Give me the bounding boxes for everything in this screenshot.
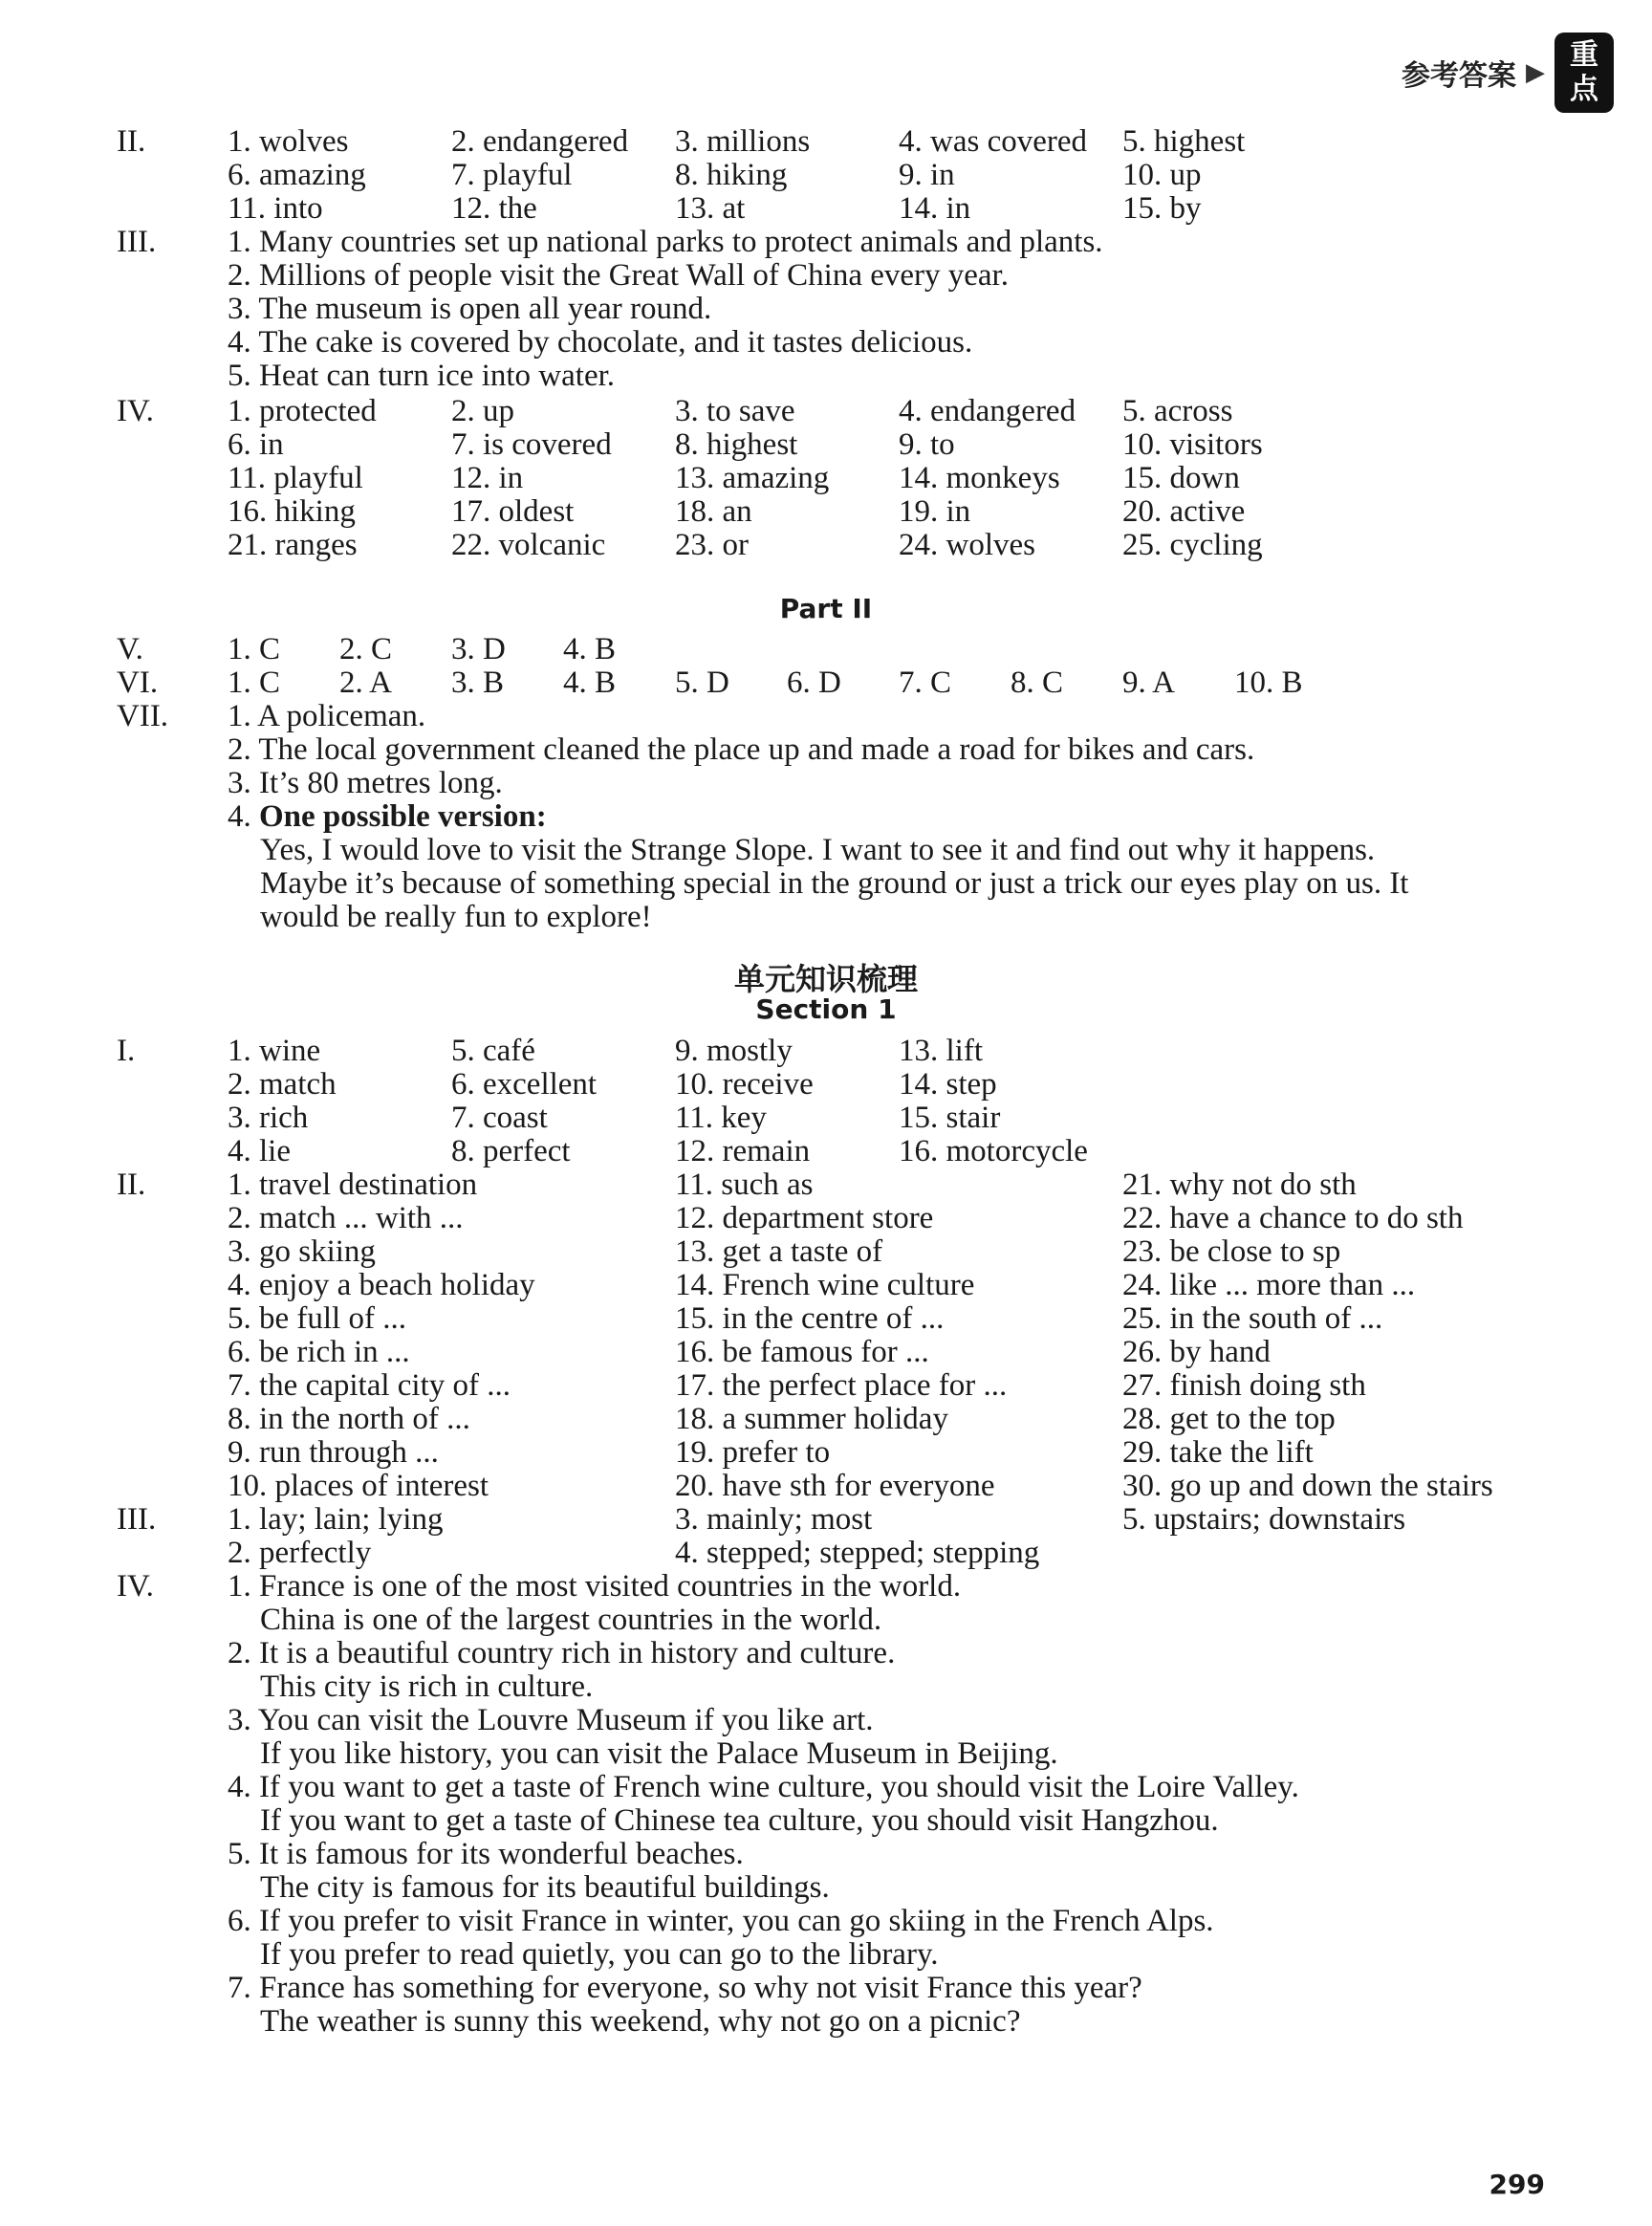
part1-II-cell: 9. in — [899, 158, 955, 192]
phrase-item: 28. get to the top — [1122, 1402, 1336, 1436]
phrase-item: 10. places of interest — [228, 1469, 489, 1503]
knowledge-heading: 单元知识梳理 — [733, 961, 918, 997]
phrase-item: 4. enjoy a beach holiday — [228, 1268, 535, 1302]
example-sentence: If you like history, you can visit the Palace Museum in Beijing. — [260, 1736, 1058, 1771]
phrase-item: 14. French wine culture — [675, 1268, 975, 1302]
vocab-item: 9. mostly — [675, 1034, 793, 1068]
phrase-item: 26. by hand — [1122, 1335, 1271, 1369]
vocab-item: 2. match — [228, 1067, 337, 1102]
part1-IV-cell: 18. an — [675, 494, 752, 529]
choice-answer: 10. B — [1234, 666, 1303, 700]
part1-IV-cell: 6. in — [228, 427, 284, 462]
answer-sentence: 5. Heat can turn ice into water. — [228, 359, 616, 393]
part1-IV-cell: 23. or — [675, 528, 749, 562]
phrase-item: 16. be famous for ... — [675, 1335, 929, 1369]
phrase-item: 23. be close to sp — [1122, 1234, 1341, 1269]
phrase-item: 7. the capital city of ... — [228, 1368, 511, 1403]
choice-answer: 3. D — [451, 632, 506, 666]
section-label-IV: IV. — [117, 1569, 154, 1604]
part1-II-cell: 3. millions — [675, 124, 811, 159]
part1-IV-cell: 15. down — [1122, 461, 1240, 495]
phrase-item: 17. the perfect place for ... — [675, 1368, 1008, 1403]
part1-II-cell: 14. in — [899, 191, 971, 226]
phrase-item: 19. prefer to — [675, 1435, 831, 1470]
example-sentence: 7. France has something for everyone, so why not visit France this year? — [228, 1971, 1142, 2005]
vocab-item: 14. step — [899, 1067, 997, 1102]
phrase-item: 18. a summer holiday — [675, 1402, 948, 1436]
section-label-VI: VI. — [117, 666, 159, 700]
answer-sentence: 4. The cake is covered by chocolate, and it tastes delicious. — [228, 325, 973, 360]
part1-II-cell: 12. the — [451, 191, 537, 226]
vocab-item: 12. remain — [675, 1134, 811, 1168]
vocab-item: 6. excellent — [451, 1067, 598, 1102]
part1-IV-cell: 12. in — [451, 461, 524, 495]
choice-answer: 2. C — [339, 632, 393, 666]
vocab-item: 15. stair — [899, 1101, 1001, 1135]
vocab-item: 5. café — [451, 1034, 535, 1068]
choice-answer: 4. B — [563, 632, 617, 666]
part1-IV-cell: 3. to save — [675, 394, 795, 428]
section-label-II: II. — [117, 124, 146, 159]
part1-IV-cell: 24. wolves — [899, 528, 1035, 562]
vocab-item: 11. key — [675, 1101, 767, 1135]
word-form-item: 3. mainly; most — [675, 1502, 873, 1537]
vocab-item: 4. lie — [228, 1134, 291, 1168]
logo-char-top: 重 — [1570, 38, 1598, 72]
part-ii-heading: Part II — [779, 593, 873, 624]
example-sentence: 5. It is famous for its wonderful beaches. — [228, 1837, 744, 1871]
section-label-VII: VII. — [117, 699, 169, 733]
phrase-item: 30. go up and down the stairs — [1122, 1469, 1493, 1503]
choice-answer: 7. C — [899, 666, 952, 700]
item-number: 4. — [228, 799, 259, 834]
phrase-item: 11. such as — [675, 1168, 814, 1202]
example-sentence: 1. France is one of the most visited countries in the world. — [228, 1569, 962, 1604]
logo-char-bottom: 点 — [1570, 73, 1598, 106]
part1-IV-cell: 22. volcanic — [451, 528, 606, 562]
word-form-item: 4. stepped; stepped; stepping — [675, 1536, 1040, 1570]
essay-line: Maybe it’s because of something special in the ground or just a trick our eyes play on us. It — [260, 866, 1409, 901]
part1-II-cell: 7. playful — [451, 158, 573, 192]
phrase-item: 1. travel destination — [228, 1168, 478, 1202]
part1-II-cell: 4. was covered — [899, 124, 1088, 159]
section-label-III: III. — [117, 1502, 157, 1537]
word-form-item: 2. perfectly — [228, 1536, 372, 1570]
part1-IV-cell: 17. oldest — [451, 494, 575, 529]
part1-IV-cell: 2. up — [451, 394, 514, 428]
arrow-right-icon: ▶ — [1526, 58, 1545, 87]
part1-II-cell: 8. hiking — [675, 158, 788, 192]
part1-IV-cell: 7. is covered — [451, 427, 612, 462]
choice-answer: 1. C — [228, 632, 281, 666]
phrase-item: 9. run through ... — [228, 1435, 439, 1470]
vocab-item: 3. rich — [228, 1101, 309, 1135]
part1-IV-cell: 9. to — [899, 427, 955, 462]
phrase-item: 3. go skiing — [228, 1234, 376, 1269]
phrase-item: 5. be full of ... — [228, 1301, 406, 1336]
example-sentence: 4. If you want to get a taste of French wine culture, you should visit the Loire Valley. — [228, 1770, 1299, 1804]
phrase-item: 25. in the south of ... — [1122, 1301, 1383, 1336]
part1-II-cell: 2. endangered — [451, 124, 629, 159]
part1-IV-cell: 11. playful — [228, 461, 363, 495]
part1-II-cell: 11. into — [228, 191, 323, 226]
possible-version-label: One possible version: — [259, 799, 547, 834]
part1-II-cell: 10. up — [1122, 158, 1202, 192]
part1-IV-cell: 10. visitors — [1122, 427, 1263, 462]
vocab-item: 7. coast — [451, 1101, 548, 1135]
part1-IV-cell: 5. across — [1122, 394, 1233, 428]
phrase-item: 15. in the centre of ... — [675, 1301, 945, 1336]
example-sentence: If you want to get a taste of Chinese tea culture, you should visit Hangzhou. — [260, 1803, 1219, 1838]
part1-II-cell: 6. amazing — [228, 158, 366, 192]
choice-answer: 2. A — [339, 666, 393, 700]
phrase-item: 22. have a chance to do sth — [1122, 1201, 1464, 1235]
phrase-item: 12. department store — [675, 1201, 934, 1235]
answer-sentence: 2. The local government cleaned the place up and made a road for bikes and cars. — [228, 732, 1255, 767]
page-header — [1402, 27, 1614, 119]
part1-IV-cell: 4. endangered — [899, 394, 1076, 428]
page-number: 299 — [1489, 2169, 1545, 2200]
part1-IV-cell: 19. in — [899, 494, 971, 529]
answer-sentence: 3. It’s 80 metres long. — [228, 766, 503, 800]
example-sentence: If you prefer to read quietly, you can go to the library. — [260, 1937, 939, 1972]
part1-IV-cell: 13. amazing — [675, 461, 830, 495]
part1-IV-cell: 16. hiking — [228, 494, 356, 529]
header-title: 参考答案 — [1402, 59, 1516, 93]
phrase-item: 20. have sth for everyone — [675, 1469, 995, 1503]
vocab-item: 8. perfect — [451, 1134, 571, 1168]
phrase-item: 21. why not do sth — [1122, 1168, 1357, 1202]
choice-answer: 4. B — [563, 666, 617, 700]
phrase-item: 24. like ... more than ... — [1122, 1268, 1416, 1302]
choice-answer: 3. B — [451, 666, 505, 700]
essay-line: would be really fun to explore! — [260, 900, 652, 934]
logo — [1554, 33, 1614, 113]
essay-line: Yes, I would love to visit the Strange Slope. I want to see it and find out why it happens. — [260, 833, 1376, 867]
answer-sentence: 1. Many countries set up national parks to protect animals and plants. — [228, 225, 1103, 259]
answer-sentence: 1. A policeman. — [228, 699, 426, 733]
choice-answer: 1. C — [228, 666, 281, 700]
part1-II-cell: 15. by — [1122, 191, 1202, 226]
answer-sentence: 3. The museum is open all year round. — [228, 292, 712, 326]
choice-answer: 6. D — [787, 666, 841, 700]
example-sentence: 6. If you prefer to visit France in winter, you can go skiing in the French Alps. — [228, 1904, 1214, 1938]
phrase-item: 8. in the north of ... — [228, 1402, 470, 1436]
phrase-item: 29. take the lift — [1122, 1435, 1314, 1470]
phrase-item: 13. get a taste of — [675, 1234, 883, 1269]
section-label-III: III. — [117, 225, 157, 259]
example-sentence: The weather is sunny this weekend, why not go on a picnic? — [260, 2004, 1021, 2039]
part1-IV-cell: 25. cycling — [1122, 528, 1263, 562]
section-label-I: I. — [117, 1034, 136, 1068]
word-form-item: 1. lay; lain; lying — [228, 1502, 444, 1537]
example-sentence: This city is rich in culture. — [260, 1670, 594, 1704]
phrase-item: 27. finish doing sth — [1122, 1368, 1366, 1403]
part1-IV-cell: 8. highest — [675, 427, 798, 462]
choice-answer: 9. A — [1122, 666, 1176, 700]
vocab-item: 10. receive — [675, 1067, 814, 1102]
example-sentence: 2. It is a beautiful country rich in history and culture. — [228, 1636, 896, 1670]
part1-IV-cell: 14. monkeys — [899, 461, 1060, 495]
part1-II-cell: 1. wolves — [228, 124, 349, 159]
vocab-item: 1. wine — [228, 1034, 321, 1068]
phrase-item: 2. match ... with ... — [228, 1201, 464, 1235]
part1-IV-cell: 1. protected — [228, 394, 377, 428]
answer-sentence: 2. Millions of people visit the Great Wall of China every year. — [228, 258, 1009, 293]
answer-item-4 — [228, 800, 547, 834]
section-1-heading: Section 1 — [755, 993, 897, 1025]
section-label-II: II. — [117, 1168, 146, 1202]
vocab-item: 13. lift — [899, 1034, 983, 1068]
part1-II-cell: 5. highest — [1122, 124, 1246, 159]
word-form-item: 5. upstairs; downstairs — [1122, 1502, 1406, 1537]
example-sentence: 3. You can visit the Louvre Museum if you like art. — [228, 1703, 874, 1737]
section-label-V: V. — [117, 632, 143, 666]
part1-IV-cell: 20. active — [1122, 494, 1246, 529]
part1-IV-cell: 21. ranges — [228, 528, 358, 562]
choice-answer: 8. C — [1011, 666, 1064, 700]
part1-II-cell: 13. at — [675, 191, 746, 226]
vocab-item: 16. motorcycle — [899, 1134, 1088, 1168]
phrase-item: 6. be rich in ... — [228, 1335, 410, 1369]
example-sentence: China is one of the largest countries in the world. — [260, 1603, 882, 1637]
example-sentence: The city is famous for its beautiful buildings. — [260, 1870, 830, 1905]
section-label-IV: IV. — [117, 394, 154, 428]
choice-answer: 5. D — [675, 666, 729, 700]
